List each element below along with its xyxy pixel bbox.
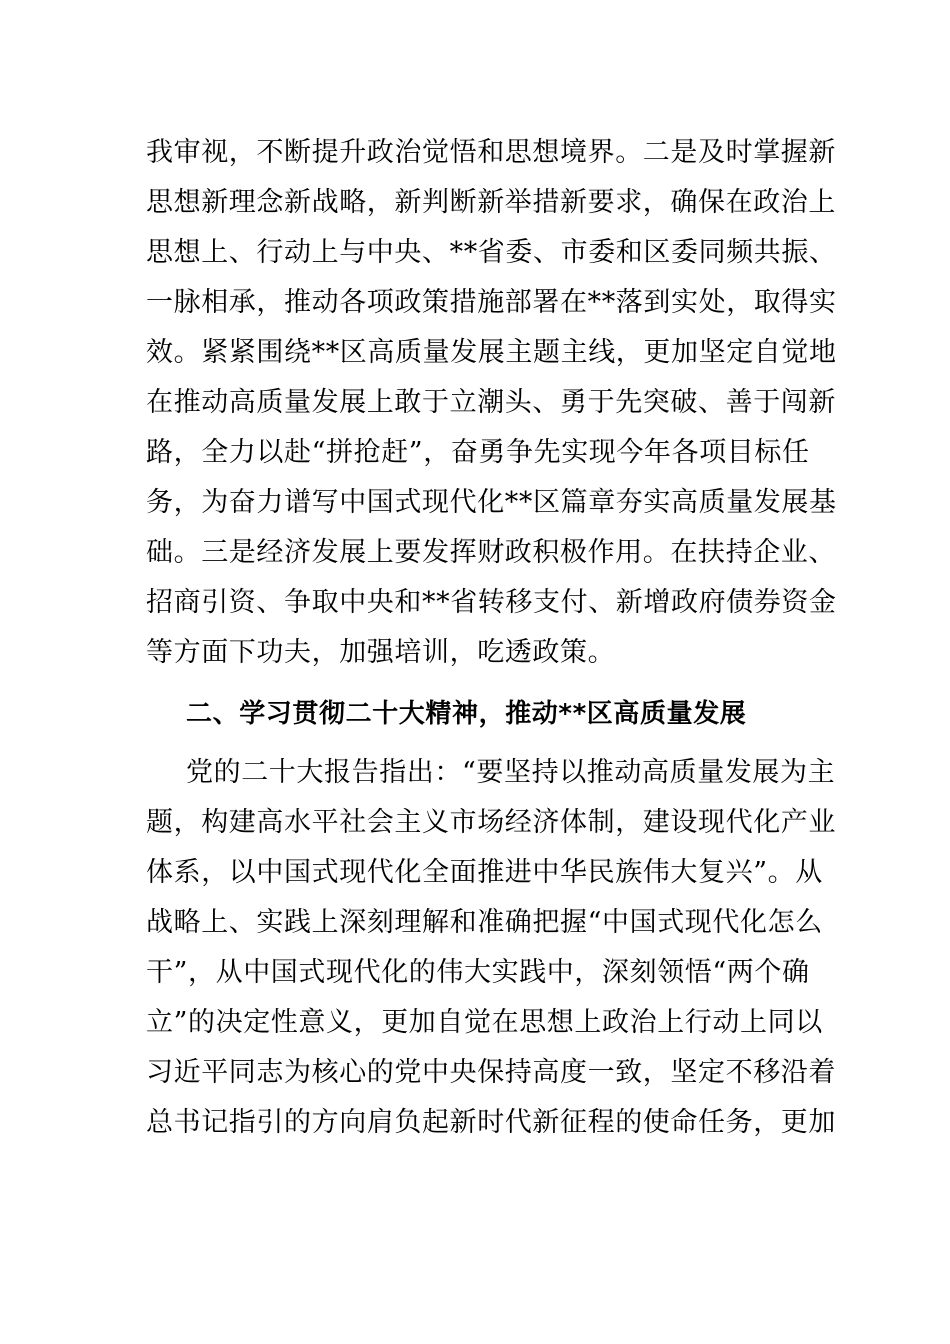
text-line: 总书记指引的方向肩负起新时代新征程的使命任务，更加 <box>146 1107 836 1138</box>
text-line: 习近平同志为核心的党中央保持高度一致，坚定不移沿着 <box>146 1057 836 1088</box>
text-line: 题，构建高水平社会主义市场经济体制，建设现代化产业 <box>146 807 836 838</box>
text-line: 路，全力以赴“拼抢赶”，奋勇争先实现今年各项目标任 <box>146 437 810 468</box>
text-line: 我审视，不断提升政治觉悟和思想境界。二是及时掌握新 <box>146 137 836 168</box>
text-line: 等方面下功夫，加强培训，吃透政策。 <box>146 637 616 668</box>
text-line: 务，为奋力谱写中国式现代化**区篇章夯实高质量发展基 <box>146 487 837 518</box>
section-heading: 二、学习贯彻二十大精神，推动**区高质量发展 <box>186 699 747 729</box>
text-line: 一脉相承，推动各项政策措施部署在**落到实处，取得实 <box>146 287 837 318</box>
text-line: 础。三是经济发展上要发挥财政积极作用。在扶持企业、 <box>146 537 836 568</box>
text-line: 思想上、行动上与中央、**省委、市委和区委同频共振、 <box>146 237 837 268</box>
text-line: 体系，以中国式现代化全面推进中华民族伟大复兴”。从 <box>146 857 823 888</box>
text-line: 党的二十大报告指出：“要坚持以推动高质量发展为主 <box>186 757 836 788</box>
text-line: 立”的决定性意义，更加自觉在思想上政治上行动上同以 <box>146 1007 823 1038</box>
text-line: 思想新理念新战略，新判断新举措新要求，确保在政治上 <box>146 187 836 218</box>
text-line: 招商引资、争取中央和**省转移支付、新增政府债券资金 <box>146 587 837 618</box>
text-line: 干”，从中国式现代化的伟大实践中，深刻领悟“两个确 <box>146 957 810 988</box>
text-line: 效。紧紧围绕**区高质量发展主题主线，更加坚定自觉地 <box>146 337 837 368</box>
text-line: 战略上、实践上深刻理解和准确把握“中国式现代化怎么 <box>146 907 823 938</box>
text-line: 在推动高质量发展上敢于立潮头、勇于先突破、善于闯新 <box>146 387 836 418</box>
